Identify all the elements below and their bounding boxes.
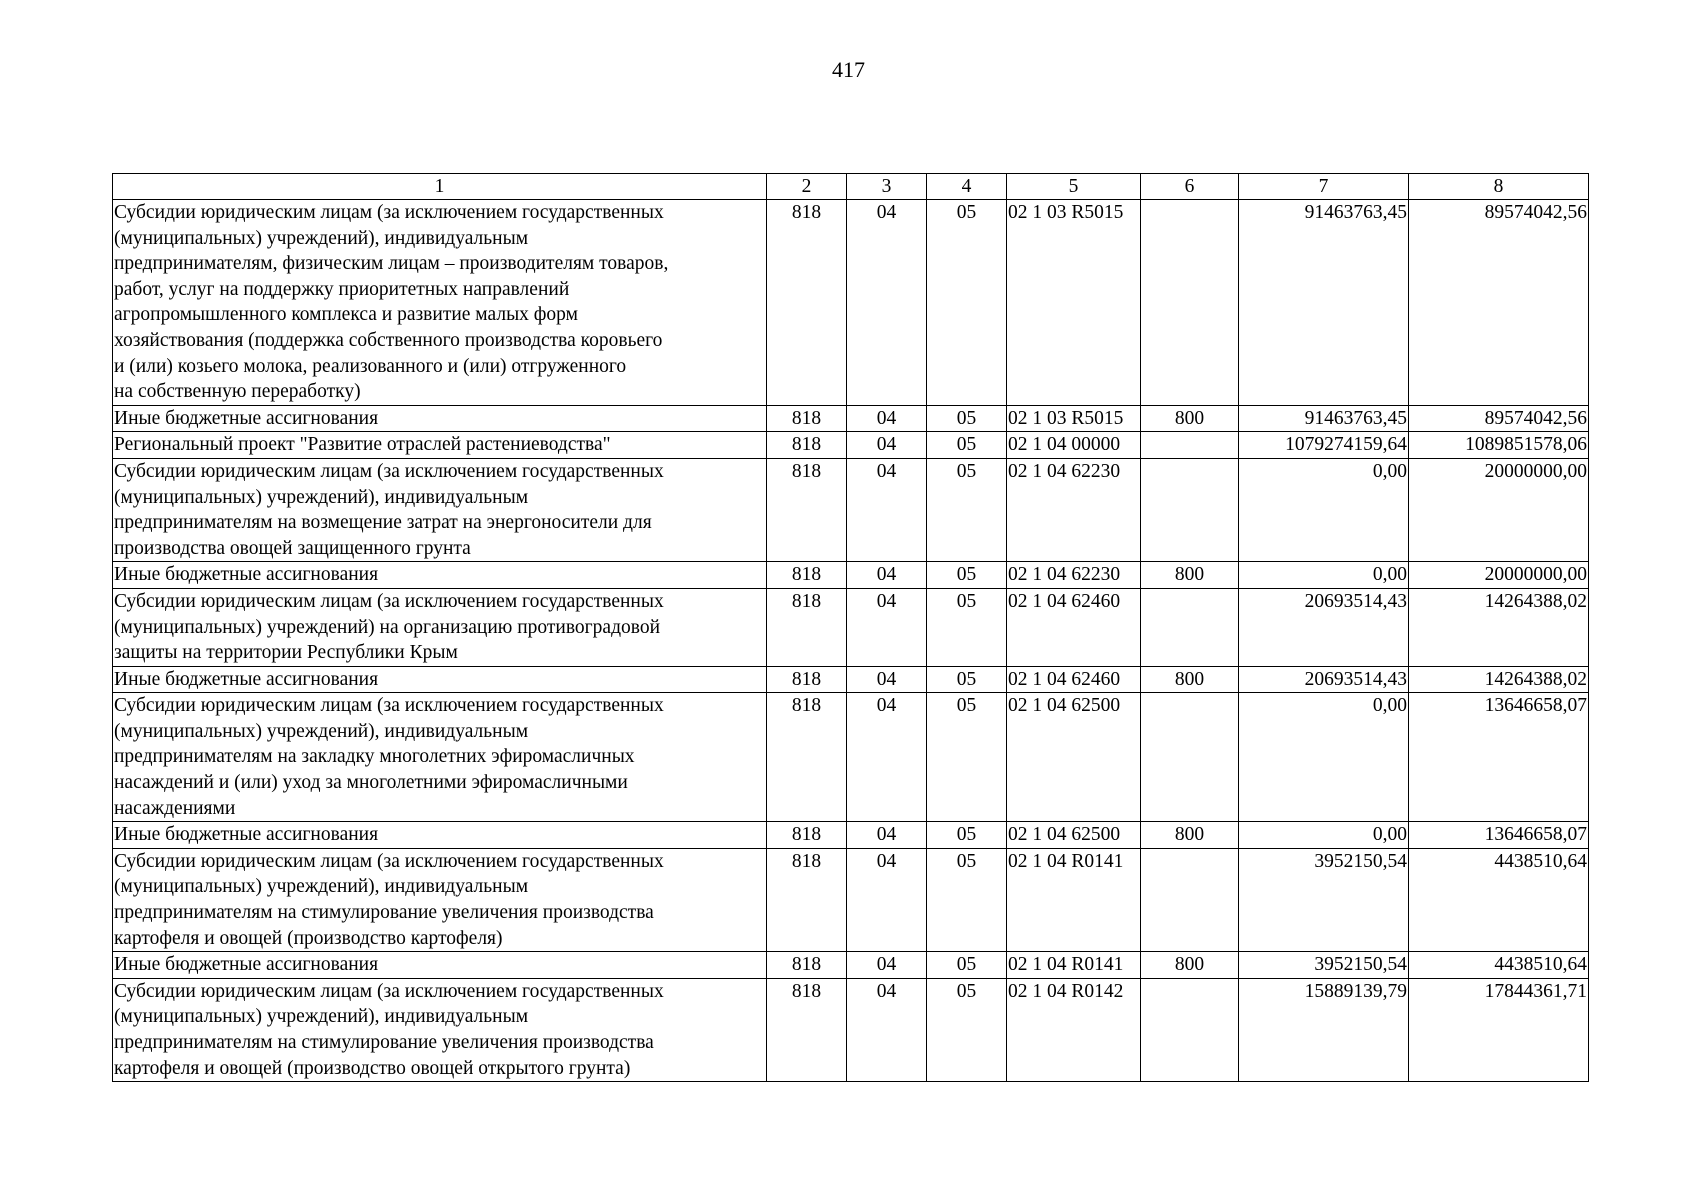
- section-cell: 04: [847, 693, 927, 822]
- subsection-cell: 05: [927, 952, 1007, 979]
- amount-year2-cell: 1089851578,06: [1409, 432, 1589, 459]
- row-name-cell: Иные бюджетные ассигнования: [113, 952, 767, 979]
- admin-code-cell: 818: [767, 848, 847, 951]
- header-row: [113, 174, 1589, 200]
- target-article-cell: 02 1 04 R0142: [1007, 978, 1141, 1081]
- section-cell: 04: [847, 666, 927, 693]
- amount-year1-cell: 0,00: [1239, 458, 1409, 561]
- target-article-cell: 02 1 04 62500: [1007, 822, 1141, 849]
- admin-code-cell: 818: [767, 200, 847, 406]
- page-number: 417: [832, 57, 865, 82]
- amount-year1-cell: 3952150,54: [1239, 952, 1409, 979]
- expense-type-cell: 800: [1141, 952, 1239, 979]
- table-row: [113, 693, 1589, 822]
- row-name-cell: Иные бюджетные ассигнования: [113, 405, 767, 432]
- amount-year1-cell: 0,00: [1239, 822, 1409, 849]
- target-article-cell: 02 1 03 R5015: [1007, 200, 1141, 406]
- amount-year2-cell: 17844361,71: [1409, 978, 1589, 1081]
- amount-year1-cell: 0,00: [1239, 693, 1409, 822]
- subsection-cell: 05: [927, 693, 1007, 822]
- admin-code-cell: 818: [767, 588, 847, 666]
- expense-type-cell: [1141, 978, 1239, 1081]
- admin-code-cell: 818: [767, 952, 847, 979]
- section-cell: 04: [847, 822, 927, 849]
- target-article-cell: 02 1 04 R0141: [1007, 848, 1141, 951]
- table-row: [113, 848, 1589, 951]
- section-cell: 04: [847, 848, 927, 951]
- row-name-cell: Субсидии юридическим лицам (за исключением государственных (муниципальных) учреждений), индивидуальным предпринимателям на стимулирование увеличения производства картофеля и овощей (производство картофеля): [113, 848, 767, 951]
- admin-code-cell: 818: [767, 432, 847, 459]
- section-cell: 04: [847, 562, 927, 589]
- subsection-cell: 05: [927, 848, 1007, 951]
- row-name-cell: Иные бюджетные ассигнования: [113, 822, 767, 849]
- expense-type-cell: 800: [1141, 562, 1239, 589]
- section-cell: 04: [847, 405, 927, 432]
- section-cell: 04: [847, 458, 927, 561]
- header-cell: 8: [1409, 174, 1589, 200]
- amount-year2-cell: 20000000,00: [1409, 458, 1589, 561]
- admin-code-cell: 818: [767, 693, 847, 822]
- subsection-cell: 05: [927, 822, 1007, 849]
- expense-type-cell: 800: [1141, 666, 1239, 693]
- admin-code-cell: 818: [767, 666, 847, 693]
- section-cell: 04: [847, 200, 927, 406]
- amount-year2-cell: 89574042,56: [1409, 405, 1589, 432]
- subsection-cell: 05: [927, 562, 1007, 589]
- expense-type-cell: 800: [1141, 822, 1239, 849]
- target-article-cell: 02 1 04 62500: [1007, 693, 1141, 822]
- target-article-cell: 02 1 04 62460: [1007, 666, 1141, 693]
- amount-year2-cell: 13646658,07: [1409, 822, 1589, 849]
- amount-year2-cell: 14264388,02: [1409, 666, 1589, 693]
- target-article-cell: 02 1 04 R0141: [1007, 952, 1141, 979]
- subsection-cell: 05: [927, 405, 1007, 432]
- subsection-cell: 05: [927, 458, 1007, 561]
- target-article-cell: 02 1 04 62230: [1007, 562, 1141, 589]
- amount-year1-cell: 20693514,43: [1239, 666, 1409, 693]
- header-cell: 7: [1239, 174, 1409, 200]
- amount-year1-cell: 91463763,45: [1239, 405, 1409, 432]
- header-cell: 4: [927, 174, 1007, 200]
- row-name-cell: Региональный проект "Развитие отраслей растениеводства": [113, 432, 767, 459]
- header-cell: 1: [113, 174, 767, 200]
- expense-type-cell: [1141, 458, 1239, 561]
- target-article-cell: 02 1 04 62460: [1007, 588, 1141, 666]
- amount-year2-cell: 89574042,56: [1409, 200, 1589, 406]
- table-row: [113, 405, 1589, 432]
- amount-year2-cell: 14264388,02: [1409, 588, 1589, 666]
- row-name-cell: Субсидии юридическим лицам (за исключением государственных (муниципальных) учреждений), индивидуальным предпринимателям на закладку многолетних эфиромасличных насаждений и (или) уход за многолетними эфиромасличными насаждениями: [113, 693, 767, 822]
- table-row: [113, 978, 1589, 1081]
- section-cell: 04: [847, 588, 927, 666]
- row-name-cell: Субсидии юридическим лицам (за исключением государственных (муниципальных) учреждений) на организацию противоградовой защиты на территории Республики Крым: [113, 588, 767, 666]
- expense-type-cell: [1141, 200, 1239, 406]
- admin-code-cell: 818: [767, 562, 847, 589]
- amount-year2-cell: 20000000,00: [1409, 562, 1589, 589]
- amount-year1-cell: 15889139,79: [1239, 978, 1409, 1081]
- header-cell: 2: [767, 174, 847, 200]
- subsection-cell: 05: [927, 666, 1007, 693]
- subsection-cell: 05: [927, 588, 1007, 666]
- admin-code-cell: 818: [767, 822, 847, 849]
- expense-type-cell: [1141, 848, 1239, 951]
- table-row: [113, 200, 1589, 406]
- budget-table: [112, 173, 1589, 1082]
- table-row: [113, 588, 1589, 666]
- amount-year2-cell: 13646658,07: [1409, 693, 1589, 822]
- subsection-cell: 05: [927, 432, 1007, 459]
- table-row: [113, 666, 1589, 693]
- target-article-cell: 02 1 04 62230: [1007, 458, 1141, 561]
- row-name-cell: Субсидии юридическим лицам (за исключением государственных (муниципальных) учреждений), индивидуальным предпринимателям на стимулирование увеличения производства картофеля и овощей (производство овощей открытого грунта): [113, 978, 767, 1081]
- row-name-cell: Субсидии юридическим лицам (за исключением государственных (муниципальных) учреждений), индивидуальным предпринимателям, физическим лицам – производителям товаров, работ, услуг на поддержку приоритетных направлений агропромышленного комплекса и развитие малых форм хозяйствования (поддержка собственного производства коровьего и (или) козьего молока, реализованного и (или) отгруженного на собственную переработку): [113, 200, 767, 406]
- table-row: [113, 822, 1589, 849]
- target-article-cell: 02 1 04 00000: [1007, 432, 1141, 459]
- section-cell: 04: [847, 952, 927, 979]
- row-name-cell: Иные бюджетные ассигнования: [113, 562, 767, 589]
- section-cell: 04: [847, 432, 927, 459]
- amount-year2-cell: 4438510,64: [1409, 952, 1589, 979]
- header-cell: 3: [847, 174, 927, 200]
- amount-year1-cell: 20693514,43: [1239, 588, 1409, 666]
- amount-year1-cell: 0,00: [1239, 562, 1409, 589]
- target-article-cell: 02 1 03 R5015: [1007, 405, 1141, 432]
- expense-type-cell: 800: [1141, 405, 1239, 432]
- row-name-cell: Иные бюджетные ассигнования: [113, 666, 767, 693]
- expense-type-cell: [1141, 693, 1239, 822]
- subsection-cell: 05: [927, 200, 1007, 406]
- row-name-cell: Субсидии юридическим лицам (за исключением государственных (муниципальных) учреждений), индивидуальным предпринимателям на возмещение затрат на энергоносители для производства овощей защищенного грунта: [113, 458, 767, 561]
- section-cell: 04: [847, 978, 927, 1081]
- admin-code-cell: 818: [767, 978, 847, 1081]
- amount-year1-cell: 91463763,45: [1239, 200, 1409, 406]
- admin-code-cell: 818: [767, 405, 847, 432]
- table-row: [113, 952, 1589, 979]
- amount-year1-cell: 3952150,54: [1239, 848, 1409, 951]
- header-cell: 5: [1007, 174, 1141, 200]
- admin-code-cell: 818: [767, 458, 847, 561]
- table-row: [113, 458, 1589, 561]
- table-row: [113, 432, 1589, 459]
- amount-year2-cell: 4438510,64: [1409, 848, 1589, 951]
- amount-year1-cell: 1079274159,64: [1239, 432, 1409, 459]
- subsection-cell: 05: [927, 978, 1007, 1081]
- table-row: [113, 562, 1589, 589]
- expense-type-cell: [1141, 588, 1239, 666]
- expense-type-cell: [1141, 432, 1239, 459]
- header-cell: 6: [1141, 174, 1239, 200]
